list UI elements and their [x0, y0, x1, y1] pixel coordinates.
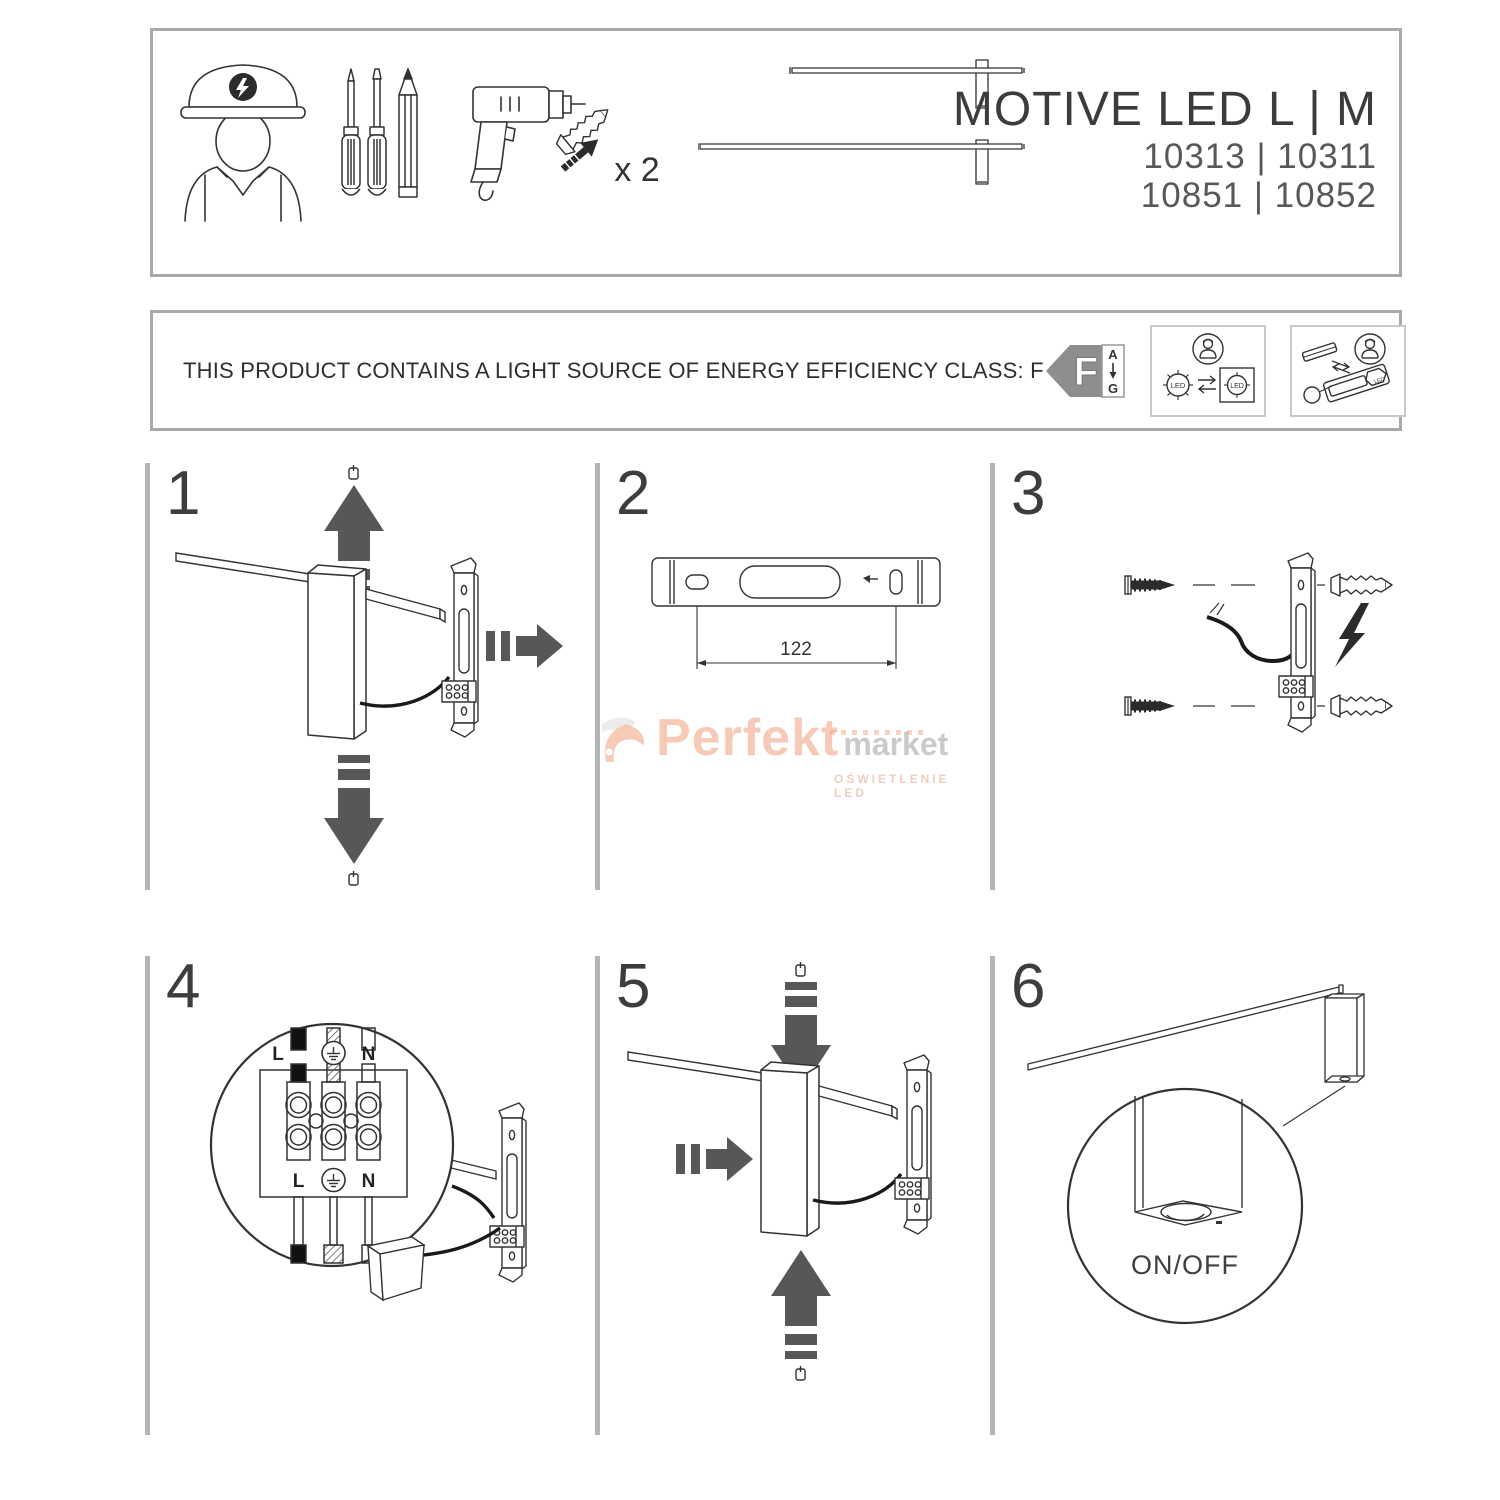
title-block: [953, 83, 1377, 215]
step-5-diagram: [600, 952, 985, 1435]
step-1-number: 1: [166, 459, 201, 528]
tools-icon: [339, 67, 435, 209]
step-4-number: 4: [166, 952, 201, 1021]
terminal-label-neutral-top: N: [361, 1044, 376, 1065]
watermark-brand: Perfekt: [656, 709, 840, 767]
step-5-number: 5: [616, 952, 651, 1021]
step-5-panel: [595, 952, 985, 1435]
energy-label-icon: [1044, 339, 1126, 403]
installer-icon: [173, 53, 313, 223]
step-2-panel: [595, 459, 985, 890]
header-box: [150, 28, 1402, 277]
earth-symbol-top: [322, 1042, 345, 1065]
step-2-diagram: [600, 459, 985, 890]
model-numbers-1: 10313 | 10311: [1143, 136, 1377, 176]
electricity-warning-icon: [1335, 603, 1369, 667]
led-replaceable-icon: [1150, 325, 1266, 417]
step-3-panel: [990, 459, 1402, 890]
step-6-number: 6: [1011, 952, 1046, 1021]
energy-class-statement: THIS PRODUCT CONTAINS A LIGHT SOURCE OF ENERGY EFFICIENCY CLASS: F: [183, 357, 1044, 383]
led-module-service-icon: [1290, 325, 1406, 417]
step-6-diagram: [995, 952, 1402, 1435]
step-6-panel: [990, 952, 1402, 1435]
step-3-diagram: [995, 459, 1402, 890]
step-1-panel: [145, 459, 590, 890]
terminal-label-neutral-bottom: N: [361, 1171, 376, 1192]
step-4-wiring-diagram: [150, 952, 590, 1435]
terminal-label-live-top: L: [272, 1044, 284, 1065]
watermark-tagline: OŚWIETLENIE LED: [834, 772, 950, 800]
wall-plug-icon: [551, 81, 669, 193]
earth-symbol-bottom: [322, 1169, 345, 1192]
dimension-label: 122: [780, 639, 812, 660]
info-icons: [1044, 325, 1432, 417]
terminal-label-live-bottom: L: [292, 1171, 305, 1192]
fixture-block-bottom: [368, 1237, 424, 1300]
plug-count-label: x 2: [614, 151, 660, 189]
step-1-diagram: [150, 459, 590, 890]
led-text-right: LED: [1229, 382, 1244, 390]
energy-class-letter: F: [1073, 349, 1098, 394]
model-numbers-2: 10851 | 10852: [1140, 175, 1377, 215]
step-4-panel: [145, 952, 590, 1435]
product-title: MOTIVE LED L | M: [952, 83, 1377, 136]
energy-info-box: [150, 310, 1402, 431]
scale-top-letter: A: [1108, 346, 1118, 362]
step-2-number: 2: [616, 459, 651, 528]
led-text-module: LED: [1373, 376, 1386, 386]
scale-bottom-letter: G: [1107, 380, 1118, 396]
on-off-label: ON/OFF: [1131, 1250, 1239, 1280]
step-3-number: 3: [1011, 459, 1046, 528]
led-text-left: LED: [1170, 380, 1186, 390]
watermark-brand-secondary: market: [843, 726, 949, 762]
